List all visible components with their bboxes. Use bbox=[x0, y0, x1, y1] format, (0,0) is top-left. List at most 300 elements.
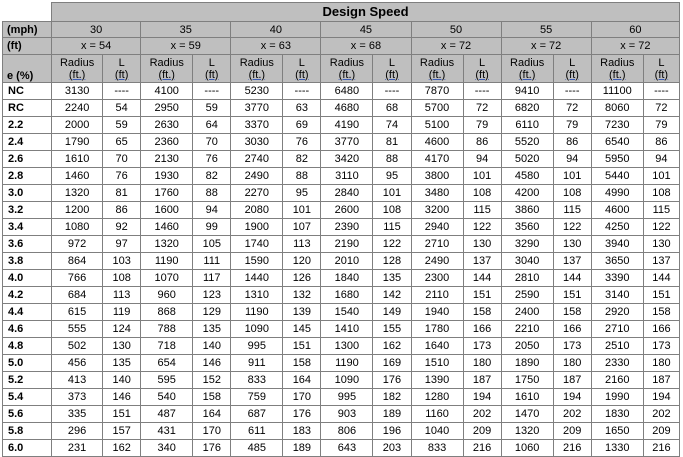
length-cell: 124 bbox=[103, 321, 141, 338]
table-row bbox=[3, 338, 680, 355]
length-cell: 187 bbox=[643, 372, 679, 389]
speed-header: 45 bbox=[321, 22, 411, 38]
length-cell: 183 bbox=[283, 423, 321, 440]
length-cell: 164 bbox=[283, 372, 321, 389]
radius-label: Radius bbox=[329, 56, 365, 69]
length-cell: 187 bbox=[463, 372, 501, 389]
radius-cell: 1750 bbox=[501, 372, 553, 389]
radius-cell: 3770 bbox=[321, 134, 373, 151]
radius-cell: 2590 bbox=[501, 287, 553, 304]
radius-cell: 2490 bbox=[411, 253, 463, 270]
radius-cell: 2710 bbox=[591, 321, 643, 338]
length-cell: 180 bbox=[643, 355, 679, 372]
radius-cell: 335 bbox=[52, 406, 103, 423]
length-cell: 180 bbox=[553, 355, 591, 372]
length-cell: 54 bbox=[103, 100, 141, 117]
table-row bbox=[3, 440, 680, 457]
length-cell: 144 bbox=[463, 270, 501, 287]
radius-cell: 5440 bbox=[591, 168, 643, 185]
radius-cell: 788 bbox=[141, 321, 193, 338]
length-cell: 111 bbox=[193, 253, 231, 270]
radius-cell: 960 bbox=[141, 287, 193, 304]
radius-cell: 340 bbox=[141, 440, 193, 457]
superelevation-rate-cell: 4.8 bbox=[3, 338, 52, 355]
length-cell: 115 bbox=[463, 202, 501, 219]
radius-cell: 3030 bbox=[231, 134, 283, 151]
corner-blank-cell bbox=[3, 3, 52, 22]
radius-cell: 643 bbox=[321, 440, 373, 457]
length-cell: 173 bbox=[463, 338, 501, 355]
radius-cell: 1780 bbox=[411, 321, 463, 338]
radius-cell: 1600 bbox=[141, 202, 193, 219]
superelevation-rate-cell: 4.2 bbox=[3, 287, 52, 304]
radius-cell: 3560 bbox=[501, 219, 553, 236]
table-row bbox=[3, 117, 680, 134]
superelevation-rate-cell: RC bbox=[3, 100, 52, 117]
table-row bbox=[3, 406, 680, 423]
x-value-header: x = 72 bbox=[501, 38, 591, 55]
length-cell: 196 bbox=[373, 423, 411, 440]
length-cell: 108 bbox=[553, 185, 591, 202]
length-cell: 88 bbox=[193, 185, 231, 202]
length-cell: 94 bbox=[643, 151, 679, 168]
radius-cell: 5950 bbox=[591, 151, 643, 168]
length-cell: 158 bbox=[553, 304, 591, 321]
table-row bbox=[3, 151, 680, 168]
radius-cell: 2210 bbox=[501, 321, 553, 338]
radius-unit: (ft.) bbox=[428, 68, 446, 81]
radius-column-header bbox=[591, 55, 643, 83]
length-cell: 86 bbox=[553, 134, 591, 151]
length-cell: 216 bbox=[463, 440, 501, 457]
length-cell: 108 bbox=[643, 185, 679, 202]
l-label: L bbox=[118, 56, 125, 69]
length-cell: 170 bbox=[283, 389, 321, 406]
length-cell: 59 bbox=[193, 100, 231, 117]
radius-cell: 972 bbox=[52, 236, 103, 253]
radius-cell: 485 bbox=[231, 440, 283, 457]
radius-cell: 2110 bbox=[411, 287, 463, 304]
length-cell: 82 bbox=[193, 168, 231, 185]
superelevation-rate-cell: 2.8 bbox=[3, 168, 52, 185]
radius-cell: 1190 bbox=[231, 304, 283, 321]
radius-cell: 373 bbox=[52, 389, 103, 406]
superelevation-rate-cell: 5.8 bbox=[3, 423, 52, 440]
speed-header: 40 bbox=[231, 22, 321, 38]
radius-cell: 5100 bbox=[411, 117, 463, 134]
length-cell: 146 bbox=[103, 389, 141, 406]
radius-cell: 868 bbox=[141, 304, 193, 321]
length-cell: 166 bbox=[463, 321, 501, 338]
length-cell: 203 bbox=[373, 440, 411, 457]
radius-unit: (ft.) bbox=[158, 68, 175, 81]
length-cell: 216 bbox=[643, 440, 679, 457]
length-cell: 123 bbox=[193, 287, 231, 304]
length-cell: 145 bbox=[283, 321, 321, 338]
length-cell: 158 bbox=[283, 355, 321, 372]
l-column-header bbox=[553, 55, 591, 83]
radius-cell: 1640 bbox=[411, 338, 463, 355]
radius-cell: 1040 bbox=[411, 423, 463, 440]
length-cell: 86 bbox=[103, 202, 141, 219]
mph-label: (mph) bbox=[3, 22, 52, 38]
length-cell: 151 bbox=[643, 287, 679, 304]
length-cell: 59 bbox=[103, 117, 141, 134]
table-row bbox=[3, 236, 680, 253]
length-cell: ---- bbox=[103, 83, 141, 100]
radius-cell: 654 bbox=[141, 355, 193, 372]
radius-column-header bbox=[321, 55, 373, 83]
radius-cell: 4170 bbox=[411, 151, 463, 168]
length-cell: 173 bbox=[553, 338, 591, 355]
speed-header: 35 bbox=[141, 22, 231, 38]
superelevation-rate-cell: 5.0 bbox=[3, 355, 52, 372]
l-unit: (ft) bbox=[654, 68, 669, 81]
radius-cell: 2490 bbox=[231, 168, 283, 185]
superelevation-rate-cell: 3.8 bbox=[3, 253, 52, 270]
length-cell: 95 bbox=[373, 168, 411, 185]
l-label: L bbox=[479, 56, 486, 69]
length-cell: 202 bbox=[643, 406, 679, 423]
length-cell: 86 bbox=[463, 134, 501, 151]
length-cell: 122 bbox=[643, 219, 679, 236]
radius-cell: 1320 bbox=[141, 236, 193, 253]
radius-cell: 1090 bbox=[231, 321, 283, 338]
radius-cell: 3390 bbox=[591, 270, 643, 287]
l-label: L bbox=[208, 56, 215, 69]
radius-cell: 1190 bbox=[141, 253, 193, 270]
length-cell: 189 bbox=[373, 406, 411, 423]
length-cell: 209 bbox=[553, 423, 591, 440]
length-cell: 166 bbox=[553, 321, 591, 338]
length-cell: 202 bbox=[553, 406, 591, 423]
table-row bbox=[3, 219, 680, 236]
x-value-header: x = 68 bbox=[321, 38, 411, 55]
length-cell: 130 bbox=[643, 236, 679, 253]
length-cell: 63 bbox=[283, 100, 321, 117]
l-column-header bbox=[103, 55, 141, 83]
length-cell: 65 bbox=[103, 134, 141, 151]
radius-cell: 5520 bbox=[501, 134, 553, 151]
radius-cell: 2160 bbox=[591, 372, 643, 389]
length-cell: ---- bbox=[553, 83, 591, 100]
radius-cell: 1760 bbox=[141, 185, 193, 202]
length-cell: ---- bbox=[193, 83, 231, 100]
radius-unit: (ft.) bbox=[338, 68, 356, 81]
radius-cell: 2360 bbox=[141, 134, 193, 151]
l-unit: (ft) bbox=[114, 68, 129, 81]
radius-cell: 3480 bbox=[411, 185, 463, 202]
length-cell: 115 bbox=[373, 219, 411, 236]
radius-cell: 1650 bbox=[591, 423, 643, 440]
length-cell: 69 bbox=[283, 117, 321, 134]
length-cell: 99 bbox=[193, 219, 231, 236]
radius-label: Radius bbox=[510, 56, 545, 69]
length-cell: 166 bbox=[643, 321, 679, 338]
length-cell: 139 bbox=[283, 304, 321, 321]
radius-cell: 540 bbox=[141, 389, 193, 406]
length-cell: 130 bbox=[553, 236, 591, 253]
table-row bbox=[3, 185, 680, 202]
length-cell: 135 bbox=[103, 355, 141, 372]
superelevation-rate-cell: 3.0 bbox=[3, 185, 52, 202]
superelevation-rate-cell: 4.0 bbox=[3, 270, 52, 287]
length-cell: 113 bbox=[283, 236, 321, 253]
radius-cell: 1740 bbox=[231, 236, 283, 253]
radius-cell: 3420 bbox=[321, 151, 373, 168]
radius-unit: (ft.) bbox=[68, 68, 86, 81]
radius-cell: 2840 bbox=[321, 185, 373, 202]
length-cell: 113 bbox=[103, 287, 141, 304]
length-cell: 129 bbox=[193, 304, 231, 321]
length-cell: ---- bbox=[643, 83, 679, 100]
radius-cell: 2400 bbox=[501, 304, 553, 321]
speed-header: 30 bbox=[52, 22, 141, 38]
length-cell: 146 bbox=[193, 355, 231, 372]
radius-cell: 1890 bbox=[501, 355, 553, 372]
length-cell: 158 bbox=[193, 389, 231, 406]
length-cell: 155 bbox=[373, 321, 411, 338]
length-cell: 101 bbox=[463, 168, 501, 185]
radius-cell: 487 bbox=[141, 406, 193, 423]
length-cell: 79 bbox=[463, 117, 501, 134]
radius-cell: 611 bbox=[231, 423, 283, 440]
radius-label: Radius bbox=[149, 56, 184, 69]
radius-cell: 11100 bbox=[591, 83, 643, 100]
radius-cell: 3770 bbox=[231, 100, 283, 117]
length-cell: 72 bbox=[643, 100, 679, 117]
radius-cell: 3110 bbox=[321, 168, 373, 185]
length-cell: 97 bbox=[103, 236, 141, 253]
radius-cell: 3860 bbox=[501, 202, 553, 219]
radius-cell: 864 bbox=[52, 253, 103, 270]
length-cell: 81 bbox=[373, 134, 411, 151]
length-cell: 137 bbox=[553, 253, 591, 270]
radius-cell: 2190 bbox=[321, 236, 373, 253]
length-cell: 95 bbox=[283, 185, 321, 202]
radius-cell: 1320 bbox=[501, 423, 553, 440]
radius-cell: 1610 bbox=[501, 389, 553, 406]
l-unit: (ft) bbox=[295, 68, 309, 81]
radius-cell: 2740 bbox=[231, 151, 283, 168]
x-value-header: x = 54 bbox=[52, 38, 141, 55]
length-cell: 107 bbox=[283, 219, 321, 236]
radius-cell: 1510 bbox=[411, 355, 463, 372]
radius-cell: 1410 bbox=[321, 321, 373, 338]
radius-cell: 4190 bbox=[321, 117, 373, 134]
table-row bbox=[3, 389, 680, 406]
l-column-header bbox=[643, 55, 679, 83]
radius-label: Radius bbox=[600, 56, 635, 69]
length-cell: 180 bbox=[463, 355, 501, 372]
radius-cell: 3800 bbox=[411, 168, 463, 185]
table-row bbox=[3, 304, 680, 321]
radius-cell: 766 bbox=[52, 270, 103, 287]
table-row bbox=[3, 423, 680, 440]
speed-header: 55 bbox=[501, 22, 591, 38]
radius-unit: (ft.) bbox=[518, 68, 536, 81]
length-cell: 135 bbox=[193, 321, 231, 338]
radius-cell: 1940 bbox=[411, 304, 463, 321]
table-row bbox=[3, 253, 680, 270]
length-cell: 209 bbox=[643, 423, 679, 440]
superelevation-rate-cell: NC bbox=[3, 83, 52, 100]
radius-cell: 4580 bbox=[501, 168, 553, 185]
radius-cell: 2600 bbox=[321, 202, 373, 219]
length-cell: 157 bbox=[103, 423, 141, 440]
radius-cell: 2920 bbox=[591, 304, 643, 321]
radius-cell: 3370 bbox=[231, 117, 283, 134]
length-cell: 158 bbox=[643, 304, 679, 321]
speed-header: 50 bbox=[411, 22, 501, 38]
length-cell: 169 bbox=[373, 355, 411, 372]
radius-cell: 615 bbox=[52, 304, 103, 321]
l-column-header bbox=[373, 55, 411, 83]
length-cell: 173 bbox=[643, 338, 679, 355]
length-cell: 144 bbox=[553, 270, 591, 287]
length-cell: 189 bbox=[283, 440, 321, 457]
length-cell: 103 bbox=[103, 253, 141, 270]
radius-cell: 431 bbox=[141, 423, 193, 440]
radius-cell: 5700 bbox=[411, 100, 463, 117]
radius-cell: 687 bbox=[231, 406, 283, 423]
l-label: L bbox=[569, 56, 576, 69]
radius-cell: 3130 bbox=[52, 83, 103, 100]
length-cell: 130 bbox=[463, 236, 501, 253]
radius-cell: 413 bbox=[52, 372, 103, 389]
length-cell: 76 bbox=[103, 168, 141, 185]
radius-cell: 2130 bbox=[141, 151, 193, 168]
radius-cell: 6820 bbox=[501, 100, 553, 117]
length-cell: 86 bbox=[643, 134, 679, 151]
length-cell: 72 bbox=[463, 100, 501, 117]
length-cell: 94 bbox=[553, 151, 591, 168]
radius-cell: 2300 bbox=[411, 270, 463, 287]
radius-cell: 759 bbox=[231, 389, 283, 406]
design-speed-table bbox=[2, 2, 680, 457]
superelevation-rate-cell: 3.4 bbox=[3, 219, 52, 236]
length-cell: 70 bbox=[103, 151, 141, 168]
radius-cell: 1830 bbox=[591, 406, 643, 423]
radius-cell: 4250 bbox=[591, 219, 643, 236]
radius-cell: 3940 bbox=[591, 236, 643, 253]
radius-cell: 3040 bbox=[501, 253, 553, 270]
length-cell: 72 bbox=[553, 100, 591, 117]
radius-cell: 995 bbox=[321, 389, 373, 406]
radius-cell: 1540 bbox=[321, 304, 373, 321]
length-cell: 140 bbox=[103, 372, 141, 389]
length-cell: 81 bbox=[103, 185, 141, 202]
radius-cell: 1060 bbox=[501, 440, 553, 457]
length-cell: 137 bbox=[643, 253, 679, 270]
length-cell: 79 bbox=[553, 117, 591, 134]
superelevation-rate-cell: 2.6 bbox=[3, 151, 52, 168]
radius-cell: 1460 bbox=[141, 219, 193, 236]
radius-cell: 833 bbox=[231, 372, 283, 389]
radius-cell: 9410 bbox=[501, 83, 553, 100]
length-cell: 151 bbox=[553, 287, 591, 304]
superelevation-rate-cell: 3.2 bbox=[3, 202, 52, 219]
radius-cell: 903 bbox=[321, 406, 373, 423]
radius-cell: 1390 bbox=[411, 372, 463, 389]
radius-cell: 7230 bbox=[591, 117, 643, 134]
length-cell: 108 bbox=[463, 185, 501, 202]
length-cell: 79 bbox=[643, 117, 679, 134]
radius-cell: 1320 bbox=[52, 185, 103, 202]
table-row bbox=[3, 83, 680, 100]
radius-cell: 1160 bbox=[411, 406, 463, 423]
radius-cell: 1300 bbox=[321, 338, 373, 355]
length-cell: 94 bbox=[193, 202, 231, 219]
radius-cell: 2710 bbox=[411, 236, 463, 253]
l-column-header bbox=[463, 55, 501, 83]
x-value-header: x = 72 bbox=[591, 38, 679, 55]
superelevation-rate-cell: 3.6 bbox=[3, 236, 52, 253]
radius-cell: 502 bbox=[52, 338, 103, 355]
length-cell: 135 bbox=[373, 270, 411, 287]
superelevation-rate-cell: 2.4 bbox=[3, 134, 52, 151]
radius-cell: 995 bbox=[231, 338, 283, 355]
x-value-header: x = 72 bbox=[411, 38, 501, 55]
length-cell: 108 bbox=[103, 270, 141, 287]
length-cell: 170 bbox=[193, 423, 231, 440]
length-cell: 101 bbox=[373, 185, 411, 202]
l-unit: (ft) bbox=[475, 68, 489, 81]
length-cell: ---- bbox=[373, 83, 411, 100]
radius-cell: 456 bbox=[52, 355, 103, 372]
radius-cell: 1930 bbox=[141, 168, 193, 185]
radius-cell: 1190 bbox=[321, 355, 373, 372]
l-label: L bbox=[658, 56, 665, 69]
radius-cell: 2080 bbox=[231, 202, 283, 219]
superelevation-rate-cell: 5.6 bbox=[3, 406, 52, 423]
length-cell: 126 bbox=[283, 270, 321, 287]
length-cell: 88 bbox=[283, 168, 321, 185]
radius-cell: 1790 bbox=[52, 134, 103, 151]
length-cell: 94 bbox=[463, 151, 501, 168]
length-cell: 82 bbox=[283, 151, 321, 168]
length-cell: 158 bbox=[463, 304, 501, 321]
table-row bbox=[3, 202, 680, 219]
radius-unit: (ft.) bbox=[248, 68, 266, 81]
length-cell: 194 bbox=[553, 389, 591, 406]
length-cell: 209 bbox=[463, 423, 501, 440]
radius-cell: 2630 bbox=[141, 117, 193, 134]
l-unit: (ft) bbox=[385, 68, 399, 81]
radius-label: Radius bbox=[59, 56, 95, 69]
radius-cell: 6540 bbox=[591, 134, 643, 151]
length-cell: 149 bbox=[373, 304, 411, 321]
length-cell: 162 bbox=[103, 440, 141, 457]
length-cell: 130 bbox=[103, 338, 141, 355]
length-cell: 64 bbox=[193, 117, 231, 134]
length-cell: 92 bbox=[103, 219, 141, 236]
radius-cell: 6110 bbox=[501, 117, 553, 134]
radius-column-header bbox=[411, 55, 463, 83]
speed-header: 60 bbox=[591, 22, 679, 38]
table-row bbox=[3, 372, 680, 389]
length-cell: 101 bbox=[283, 202, 321, 219]
radius-cell: 555 bbox=[52, 321, 103, 338]
radius-cell: 2000 bbox=[52, 117, 103, 134]
radius-cell: 3650 bbox=[591, 253, 643, 270]
radius-cell: 4100 bbox=[141, 83, 193, 100]
radius-column-header bbox=[501, 55, 553, 83]
radius-cell: 2940 bbox=[411, 219, 463, 236]
radius-cell: 8060 bbox=[591, 100, 643, 117]
length-cell: 144 bbox=[643, 270, 679, 287]
radius-cell: 1330 bbox=[591, 440, 643, 457]
